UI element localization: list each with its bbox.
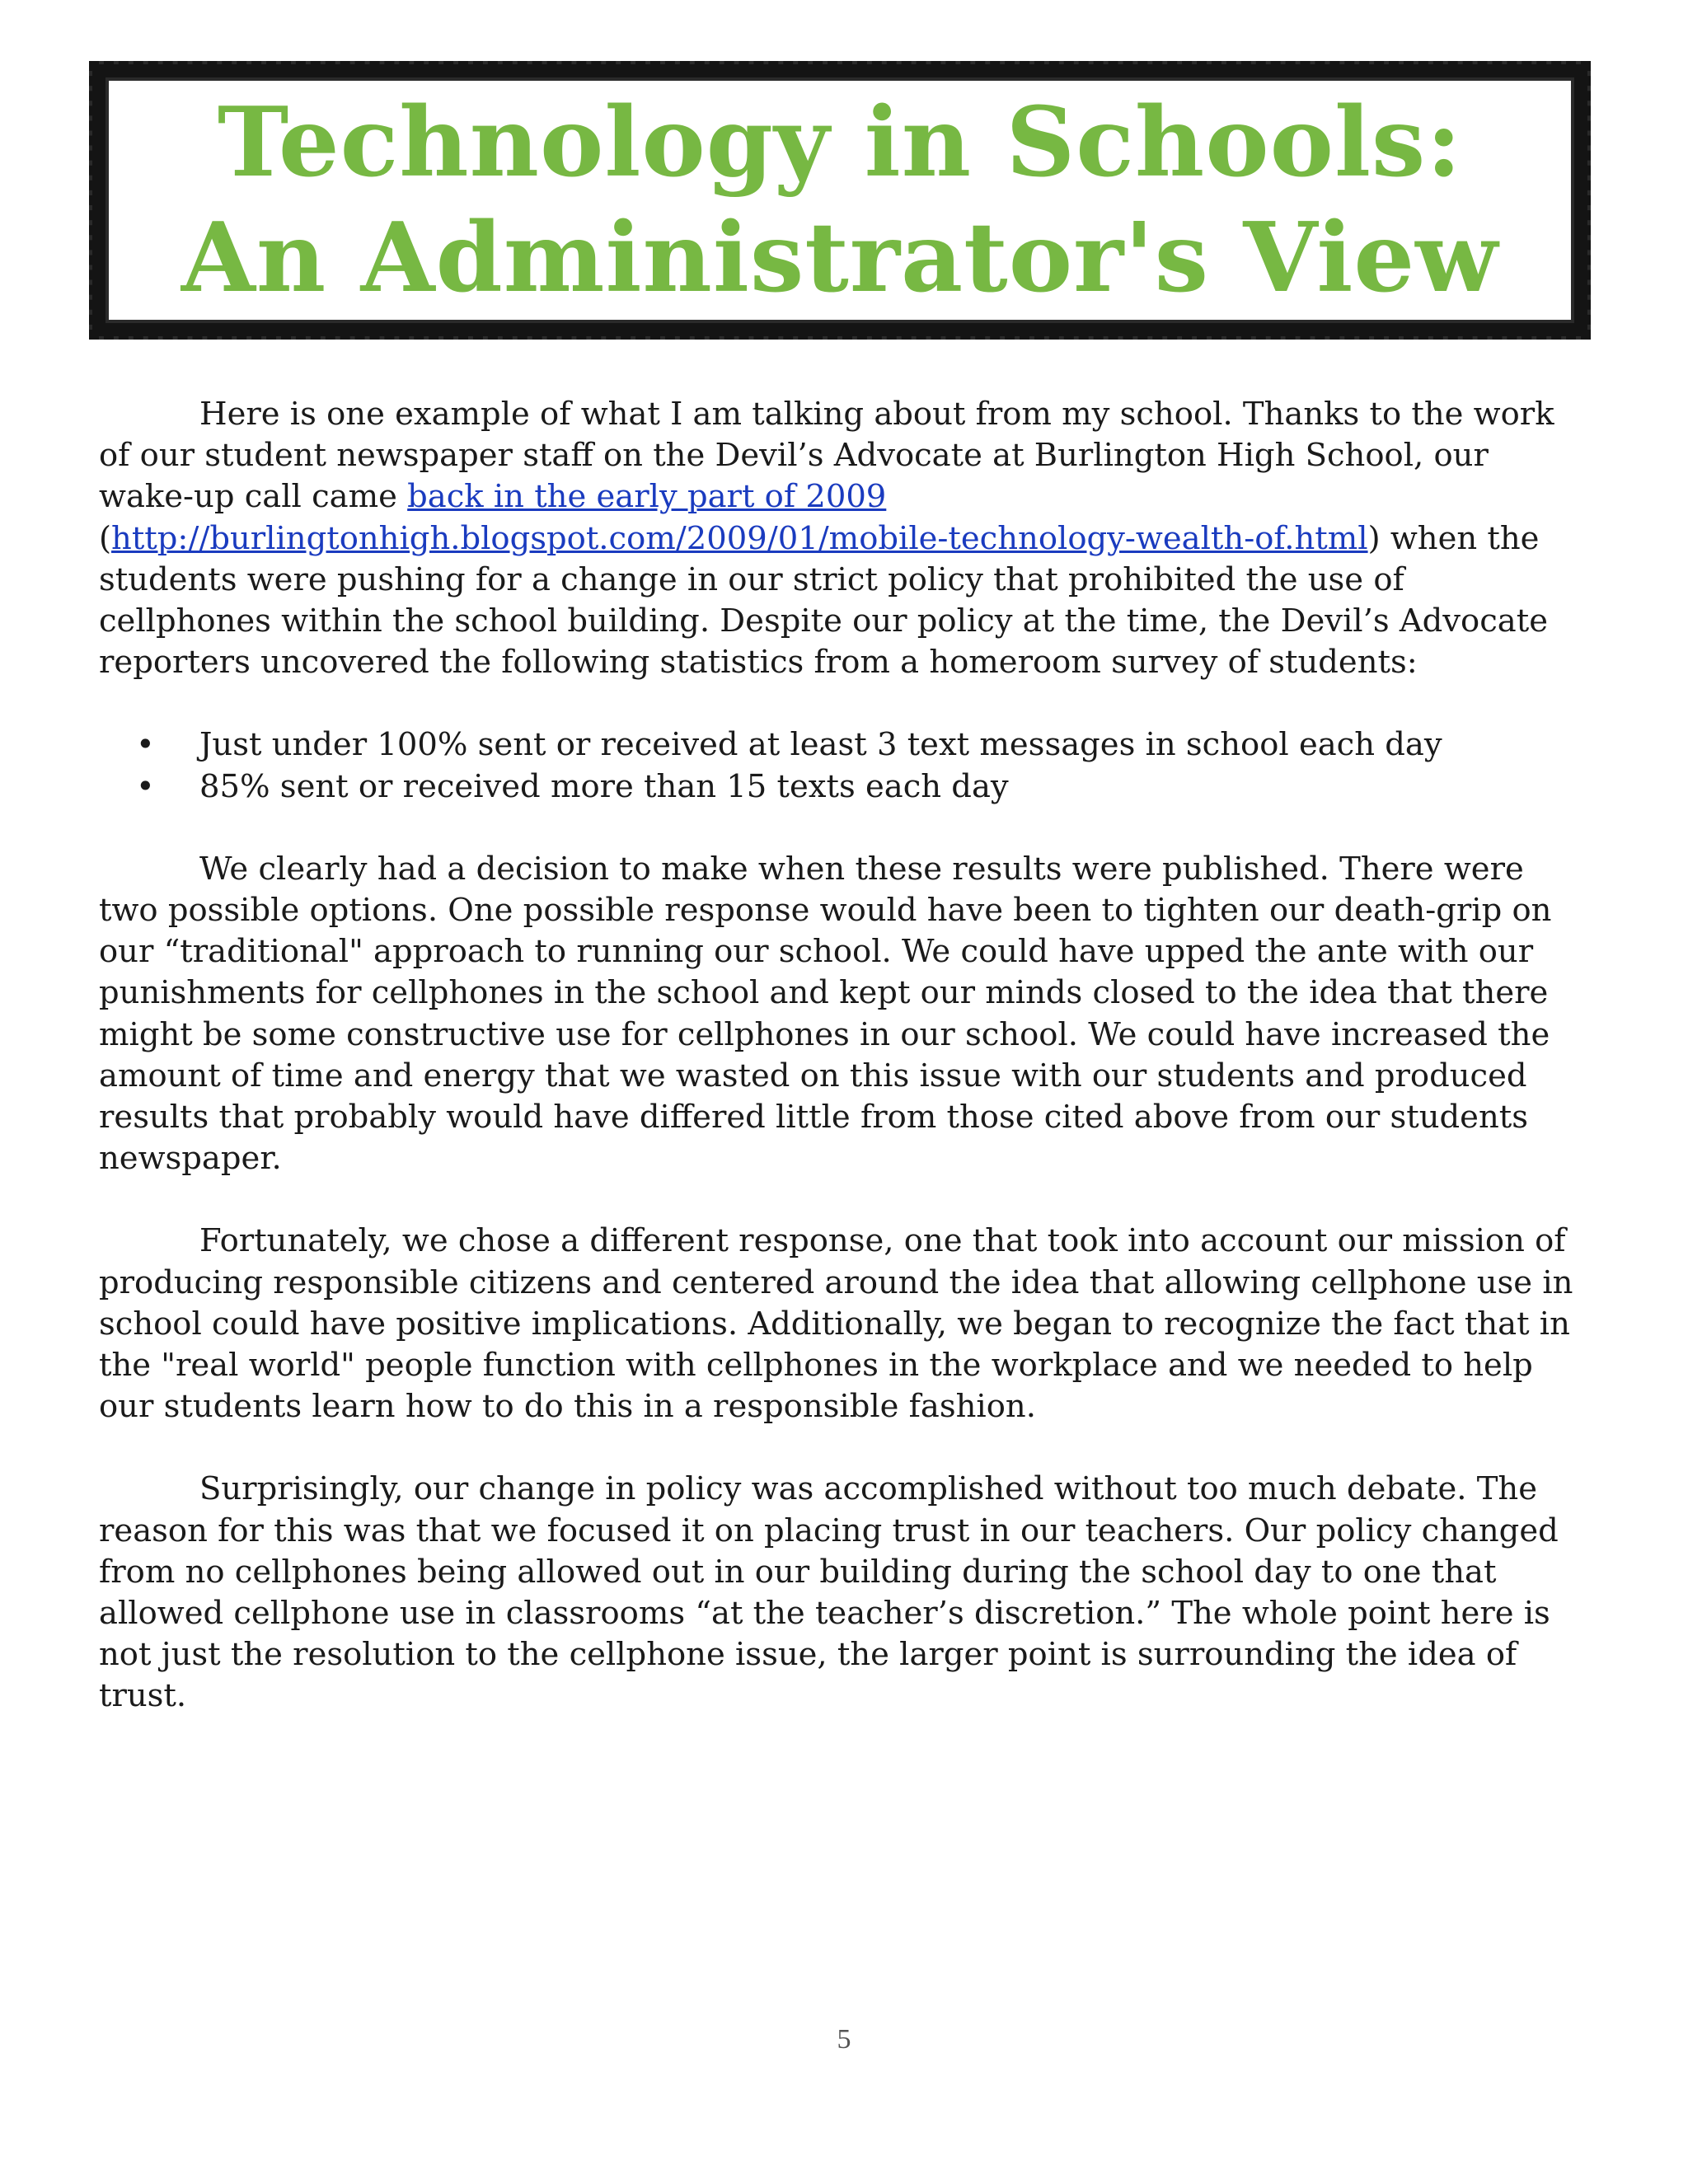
blog-url-link[interactable]: http://burlingtonhigh.blogspot.com/2009/01/mobile-technology-wealth-of.html	[111, 519, 1368, 557]
paragraph-2-text: We clearly had a decision to make when these results were published. There were two possible options. One possible response would have been to tighten our death-grip on our “traditional" approach to running our school. We could have upped the ante with our punishments for cellphones in the school and kept our minds closed to the idea that there might be some constructive use for cellphones in our school. We could have increased the amount of time and energy that we wasted on this issue with our students and produced results that probably would have differed little from those cited above from our students newspaper.	[99, 850, 1552, 1178]
paragraph-4-text: Surprisingly, our change in policy was accomplished without too much debate. The reason for this was that we focused it on placing trust in our teachers. Our policy changed from no cellphones being allowed out in our building during the school day to one that allowed cellphone use in classrooms “at the teacher’s discretion.” The whole point here is not just the resolution to the cellphone issue, the larger point is surrounding the idea of trust.	[99, 1470, 1559, 1715]
title-line-2: An Administrator's View	[181, 202, 1499, 314]
blog-link-text[interactable]: back in the early part of 2009	[407, 478, 887, 516]
list-item-text: 85% sent or received more than 15 texts each day	[199, 767, 1009, 805]
bullet-icon: •	[136, 767, 155, 805]
title-frame	[92, 64, 1587, 336]
paragraph-1-text-cont: ) when the students were pushing for a change in our strict policy that prohibited the use of cellphones within the school building. Despite our policy at the time, the Devil’s Advocate reporters uncovered the following statistics from a homeroom survey of students:	[99, 519, 1548, 682]
statistics-list	[99, 724, 1582, 807]
paragraph-1-text: Here is one example of what I am talking about from my school. Thanks to the work of our student newspaper staff on the Devil’s Advocate at Burlington High School, our wake-up call came	[99, 396, 1554, 516]
title-line-1: Technology in Schools:	[217, 87, 1463, 199]
paragraph-1	[99, 394, 1582, 683]
open-paren: (	[99, 519, 112, 557]
list-item-text: Just under 100% sent or received at least 3 text messages in school each day	[199, 726, 1442, 764]
page-number: 5	[837, 2024, 851, 2055]
list-item	[99, 724, 1582, 766]
paragraph-4	[99, 1469, 1582, 1717]
article-body	[99, 394, 1582, 1759]
paragraph-3-text: Fortunately, we chose a different response, one that took into account our mission of producing responsible citizens and centered around the idea that allowing cellphone use in school could have positive implications. Additionally, we began to recognize the fact that in the "real world" people function with cellphones in the workplace and we needed to help our students learn how to do this in a responsible fashion.	[99, 1222, 1573, 1426]
bullet-icon: •	[136, 726, 155, 764]
list-item	[99, 766, 1582, 808]
paragraph-2	[99, 849, 1582, 1180]
paragraph-3	[99, 1221, 1582, 1427]
